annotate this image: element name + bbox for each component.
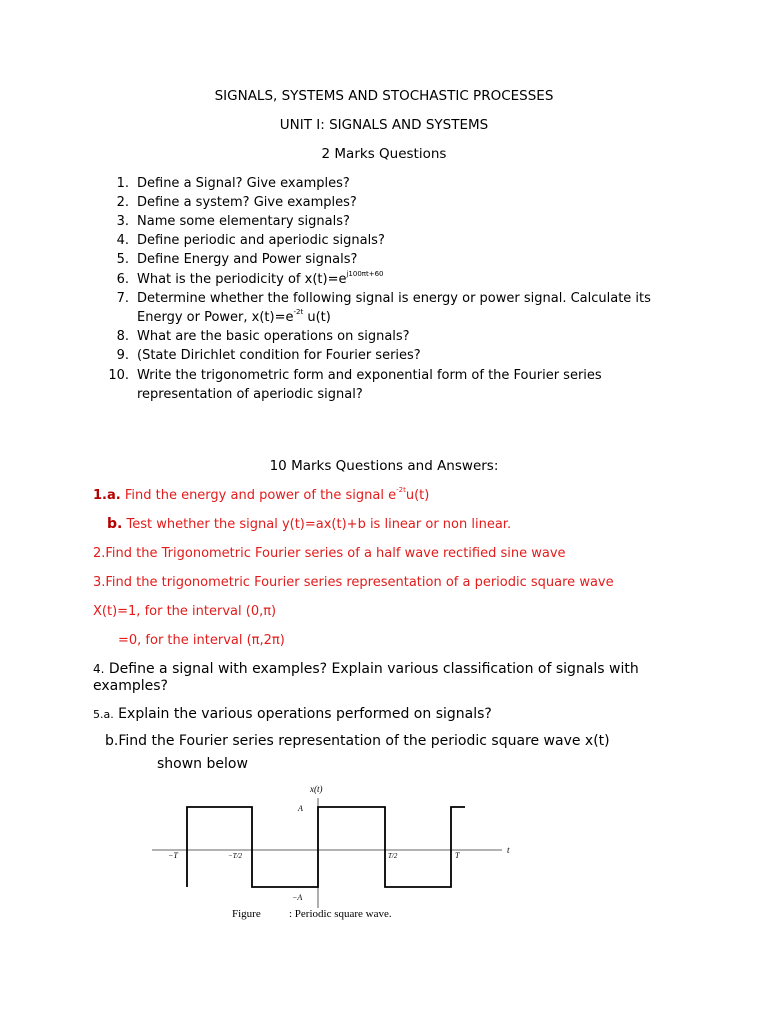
tick-half-t: T/2 <box>388 852 398 860</box>
question-1a: 1.a. Find the energy and power of the signal $e^{-2t}u(t)$ <box>93 486 430 503</box>
figure-caption-label: Figure <box>232 908 261 920</box>
tick-neg-half-t: −T/2 <box>228 852 243 860</box>
figure-caption-text: : Periodic square wave. <box>289 908 392 920</box>
exponent: -2t <box>293 308 304 316</box>
question-2: 2.Find the Trigonometric Fourier series of a half wave rectified sine wave <box>93 546 566 561</box>
question-3-condition-2: =0, for the interval (π,2π) <box>118 633 285 648</box>
exponent: j100πt+60 <box>346 270 384 278</box>
exponent: -2t <box>396 486 406 494</box>
course-title: SIGNALS, SYSTEMS AND STOCHASTIC PROCESSES <box>214 88 554 104</box>
question-5a: 5.a. Explain the various operations performed on signals? <box>93 706 492 722</box>
level-neg-a-label: −A <box>292 893 303 902</box>
question-3-condition-1: X(t)=1, for the interval (0,π) <box>93 604 277 619</box>
two-marks-list: 1. Define a Signal? Give examples? 2. Define a system? Give examples? 3. Name some elementary signals? 4. Define periodic and aperiodic signals? 5. Define Energy and Power signals? 6. What is the periodicity of $x(t)=e^{j100\pi t+60}$ 7. Determine whether the following signal is energy or power signal. Calculate its Energy or Power, $x(t)=e^{-2t}$ u(t) 8. What are the basic operations on signals? 9. (State Dirichlet condition for Fourier series? 10. Write the trigonometric form and exponential form of the Fourier series representation of aperiodic signal? <box>108 176 651 402</box>
square-wave-figure <box>140 780 520 925</box>
question-1b: b. Test whether the signal y(t)=ax(t)+b is linear or non linear. <box>107 516 512 532</box>
question-4: 4. Define a signal with examples? Explain various classification of signals with <box>93 661 639 677</box>
section-heading-2marks: 2 Marks Questions <box>321 146 447 162</box>
square-wave-trace <box>187 807 465 887</box>
y-axis-label: x(t) <box>310 784 323 794</box>
question-5b-continuation: shown below <box>157 756 248 772</box>
tick-neg-t: −T <box>168 851 178 860</box>
question-3: 3.Find the trigonometric Fourier series representation of a periodic square wave <box>93 575 614 590</box>
x-axis-label: t <box>507 845 510 855</box>
level-a-label: A <box>298 804 303 813</box>
section-heading-10marks: 10 Marks Questions and Answers: <box>269 458 499 474</box>
tick-t: T <box>455 851 460 860</box>
question-5b: b.Find the Fourier series representation of the periodic square wave x(t) <box>105 733 610 749</box>
unit-title: UNIT I: SIGNALS AND SYSTEMS <box>279 117 489 133</box>
question-4-continuation: examples? <box>93 678 168 694</box>
